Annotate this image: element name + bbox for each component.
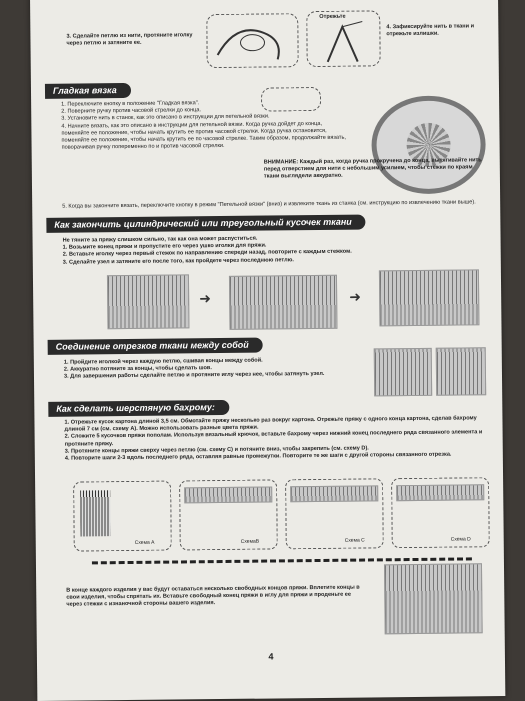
scheme-d-label: Схема D (450, 536, 471, 543)
smooth-step5: 5. Когда вы закончите вязать, переключите кнопку в режим "Петельной вязки" (вниз) и извлеките ткань из станка (см. инструкцию по извлечению ткани выше). (62, 199, 476, 210)
knit-strip-icon (290, 485, 378, 502)
fringe-header: Как сделать шерстяную бахрому: (48, 400, 229, 417)
top-step4-text: 4. Зафиксируйте нить в ткани и отрежьте излишки. (386, 23, 475, 38)
top-step3-text: 3. Сделайте петлю из нити, протяните иголку через петлю и затяните ее. (66, 32, 193, 47)
cut-label: Отрежьте (319, 13, 346, 20)
join-illustration-1 (374, 348, 432, 397)
fringe-text: 1. Отрежьте кусок картона длиной 3,5 см. Обмотайте пряжу несколько раз вокруг картона. Отрежьте пряжу с одного конца картона, сделав бахрому длиной 7 см (см. схему А). Можно использовать разные цвета пряжи. 2. Сложите 5 кусочков пряжи пополам. Используя вязальный крючок, вставьте бахрому через нижний конец последнего ряда связанного элемента и протяните пряжу. 3. Протяните концы пряжи сверху через петлю (см. схему С) и потяните вниз, чтобы закрепить (см. схему D). 4. Повторите шаги 2-3 вдоль последнего ряда, оставляя равные промежутки. Повторите те же шаги с другой стороны связанного отрезка. (64, 415, 483, 462)
join-text: 1. Пройдите иголкой через каждую петлю, сшивая концы между собой. 2. Аккуратно потяните за концы, чтобы сделать шов. 3. Для завершения работы сделайте петлю и протяните иглу через нее, чтобы затянуть узел. (63, 357, 325, 381)
arrow-right-icon: ➜ (199, 290, 211, 307)
switch-illustration (261, 87, 321, 112)
scheme-a-box (73, 481, 172, 552)
scheme-a-label: Схема А (134, 539, 155, 546)
arrow-right-icon: ➜ (349, 288, 361, 305)
smooth-knit-header: Гладкая вязка (45, 83, 131, 99)
page-number: 4 (268, 651, 274, 662)
scheme-d-box (391, 477, 490, 548)
finish-illustration-1 (107, 274, 190, 329)
smooth-attention: ВНИМАНИЕ: Каждый раз, когда ручка прокручена до конца, вытягивайте нить перед отверстием для нити с небольшим усилием, чтобы стежки по краям ткани выглядели аккуратно. (263, 157, 482, 180)
scheme-b-label: СхемаВ (240, 538, 260, 545)
top-illustration-2 (306, 10, 381, 67)
finish-header: Как закончить цилиндрический или треугольный кусочек ткани (46, 214, 366, 232)
finish-illustration-3 (379, 269, 480, 326)
top-illustration-1 (206, 13, 299, 68)
smooth-knit-steps: 1. Переключите кнопку в положение "Гладкая вязка". 2. Поверните ручку против часовой стрелки до конца. 3. Установите нить в станок, как это описано в инструкции для петельной вязки. 4. Начните вязать, как это описано в инструкции для петельной вязки. Когда ручка дойдет до конца, поменяйте ее положение, чтобы начать крутить ее против часовой стрелки. Когда ручка остановится, поменяйте ее положение, чтобы начать крутить ее по часовой стрелке. Таким образом, продолжайте вязать, поворачивая ручку попеременно по и против часовой стрелки. (61, 100, 346, 151)
scheme-c-box (285, 478, 384, 549)
scheme-b-box (179, 479, 278, 550)
finish-text: Не тяните за пряжу слишком сильно, так как она может распуститься. 1. Возьмите конец пряжи и пропустите его через ушко иголки для пряжи. 2. Вставьте иголку через первый стежок по направлению спереди назад, повторите с каждым стежком. 3. Сделайте узел и затяните его после того, как пройдете через последнюю петлю. (62, 235, 352, 266)
finish-illustration-2 (229, 275, 338, 330)
join-header: Соединение отрезков ткани между собой (48, 338, 263, 355)
bottom-text: В конце каждого изделия у вас будут оставаться несколько свободных концов пряжи. Вплетите концы в свои изделия, чтобы спрятать их. Вставьте свободный конец пряжи в иглу для пряжи и проденьте ее через стежки с изнаночной стороны вашего изделия. (66, 584, 360, 609)
bottom-illustration (384, 563, 483, 634)
needle-loop-icon (207, 14, 298, 67)
knit-strip-icon (184, 486, 272, 503)
instruction-sheet (30, 0, 505, 701)
knit-strip-icon (396, 484, 484, 501)
scheme-c-label: Схема С (344, 537, 365, 544)
cardboard-yarn-icon (80, 490, 110, 536)
join-illustration-2 (436, 347, 486, 396)
